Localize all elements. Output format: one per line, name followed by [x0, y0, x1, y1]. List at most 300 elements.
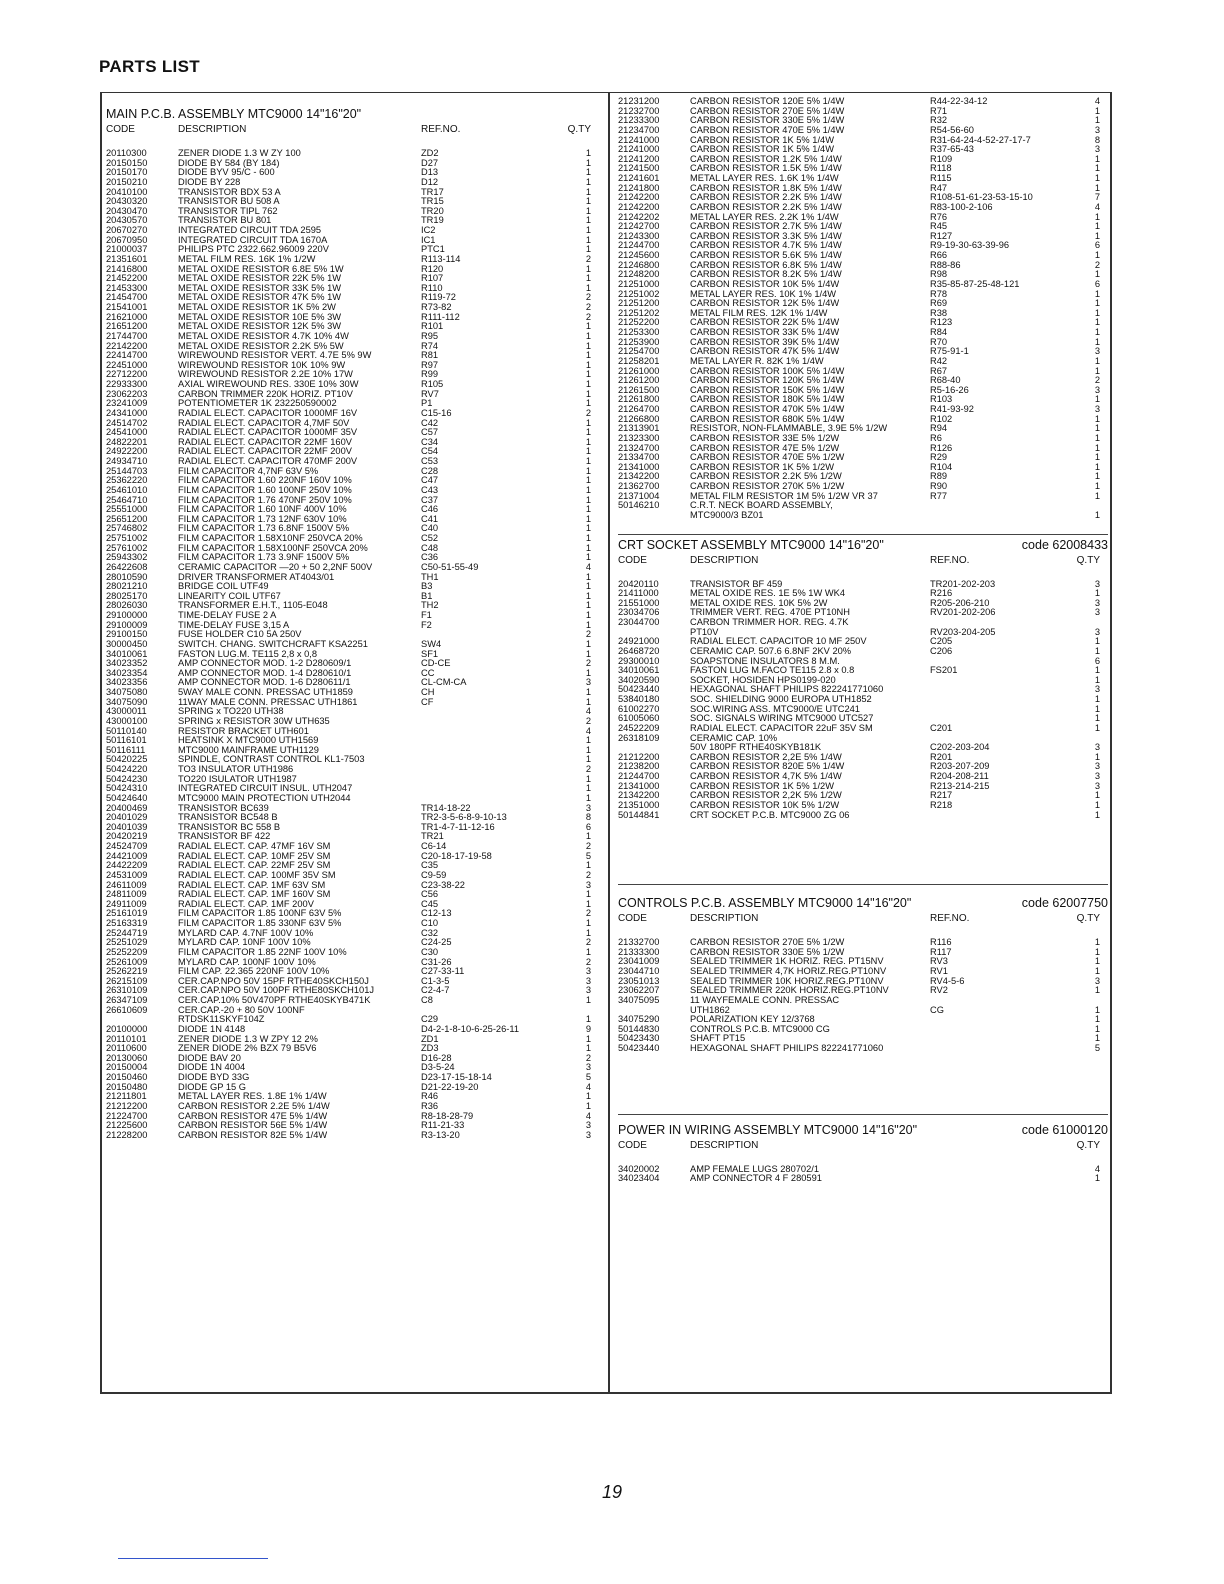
part-code: 50146210: [618, 500, 660, 511]
column-headers: [618, 555, 1108, 568]
part-qty: 1: [585, 446, 591, 457]
part-qty: 2: [585, 937, 591, 948]
part-description: CER.CAP.-20 + 80 50V 100NF: [178, 1004, 305, 1015]
part-code: 34075095: [618, 994, 660, 1005]
part-qty: 1: [585, 687, 591, 697]
part-ref: C24-25: [421, 937, 452, 948]
part-description: FASTON LUG M.FACO TE115 2.8 x 0.8: [690, 665, 855, 676]
part-ref: R205-206-210: [930, 597, 990, 608]
part-ref: R101: [421, 321, 444, 332]
part-qty: 3: [585, 1120, 591, 1131]
part-qty: 1: [585, 581, 591, 592]
part-code: 21342200: [618, 471, 660, 482]
qty-header: Q.TY: [1076, 913, 1100, 925]
part-description: CARBON RESISTOR 820E 5% 1/4W: [690, 761, 845, 772]
part-description: AMP FEMALE LUGS 280702/1: [690, 1163, 820, 1174]
part-description: TRANSISTOR BU 801: [178, 215, 272, 226]
part-qty: 3: [585, 879, 591, 890]
part-description: CARBON RESISTOR 47E 5% 1/4W: [178, 1110, 328, 1121]
part-qty: 2: [585, 253, 591, 264]
column-headers: [618, 1140, 1108, 1153]
part-qty: 1: [585, 754, 591, 765]
part-code: 23044710: [618, 966, 660, 976]
part-description: RADIAL ELECT. CAP. 22MF 25V SM: [178, 860, 331, 871]
part-code: 24531009: [106, 869, 148, 880]
part-row: [618, 511, 1108, 521]
part-description: CARBON TRIMMER 220K HORIZ. PT10V: [178, 388, 353, 399]
part-ref: R89: [930, 471, 948, 482]
part-code: 20130060: [106, 1052, 148, 1063]
part-ref: R32: [930, 115, 948, 126]
part-description: DIODE BY 584 (BY 184): [178, 157, 280, 168]
part-description: INTEGRATED CIRCUIT INSUL. UTH2047: [178, 783, 353, 794]
part-ref: R74: [421, 340, 439, 351]
part-ref: F2: [421, 619, 432, 630]
part-qty: 1: [585, 176, 591, 187]
part-description: CARBON RESISTOR 470K 5% 1/4W: [690, 404, 845, 414]
part-description: METAL LAYER RES. 1.6K 1% 1/4W: [690, 173, 839, 183]
part-ref: R99: [421, 369, 439, 380]
ref-header: REF.NO.: [930, 554, 970, 566]
part-qty: 3: [585, 985, 591, 996]
right-column: [618, 97, 1108, 1184]
part-description: RADIAL ELECT. CAPACITOR 22uF 35V SM: [690, 722, 873, 733]
part-qty: 3: [585, 966, 591, 977]
part-qty: 6: [585, 821, 591, 832]
part-description: PHILIPS PTC 2322.662.96009 220V: [178, 244, 329, 255]
part-ref: D23-17-15-18-14: [421, 1072, 492, 1082]
part-qty: 1: [1094, 966, 1100, 976]
part-qty: 1: [585, 927, 591, 938]
part-code: 21541001: [106, 302, 148, 312]
part-qty: 1: [585, 456, 591, 466]
part-qty: 6: [1094, 278, 1100, 289]
part-qty: 1: [585, 1100, 591, 1111]
part-ref: TH2: [421, 600, 439, 611]
part-code: 21342200: [618, 790, 660, 801]
part-ref: ZD1: [421, 1033, 439, 1044]
part-description: TO220 ISULATOR UTH1987: [178, 773, 297, 784]
part-ref: TR21: [421, 831, 444, 842]
part-ref: R113-114: [421, 253, 461, 264]
qty-header: Q.TY: [567, 124, 591, 135]
part-ref: R217: [930, 790, 953, 801]
part-qty: 1: [585, 898, 591, 909]
part-ref: D27: [421, 157, 439, 168]
part-code: 25262219: [106, 966, 148, 977]
part-code: 21452200: [106, 273, 148, 284]
part-qty: 2: [585, 311, 591, 322]
part-ref: C43: [421, 484, 439, 495]
part-qty: 1: [585, 696, 591, 707]
part-description: CARBON RESISTOR 270E 5% 1/4W: [690, 105, 845, 116]
part-qty: 3: [1094, 597, 1100, 608]
part-qty: 1: [585, 542, 591, 553]
part-qty: 1: [1094, 985, 1100, 996]
part-qty: 1: [585, 167, 591, 178]
part-qty: 1: [1094, 182, 1100, 193]
part-qty: 2: [585, 956, 591, 967]
part-description: CARBON RESISTOR 150K 5% 1/4W: [690, 384, 845, 395]
part-code: 20100000: [106, 1023, 148, 1034]
parts-rows: [106, 149, 596, 1140]
part-ref: C46: [421, 504, 439, 515]
part-ref: R37-65-43: [930, 144, 974, 155]
part-description: CARBON RESISTOR 470E 5% 1/2W: [690, 452, 845, 463]
part-code: 20410100: [106, 186, 148, 197]
part-ref: R69: [930, 298, 948, 309]
part-ref: C8: [421, 995, 433, 1005]
part-description: CARBON RESISTOR 2.7K 5% 1/4W: [690, 221, 842, 232]
part-ref: IC2: [421, 225, 436, 235]
part-code: 26215109: [106, 975, 148, 986]
part-qty: 1: [1094, 490, 1100, 501]
part-code: 20150460: [106, 1072, 148, 1082]
part-code: 21323300: [618, 432, 660, 443]
part-description: FUSE HOLDER C10 5A 250V: [178, 629, 302, 640]
part-description: HEXAGONAL SHAFT PHILIPS 822241771060: [690, 684, 884, 695]
part-qty: 1: [1094, 298, 1100, 309]
part-qty: 1: [1094, 703, 1100, 714]
part-code: 21313901: [618, 423, 660, 434]
part-description: FILM CAPACITOR 1.85 22NF 100V 10%: [178, 946, 347, 957]
part-description: TRANSFORMER E.H.T., 1105-E048: [178, 600, 328, 611]
part-code: 20430570: [106, 215, 148, 226]
ref-header: REF.NO.: [421, 124, 461, 135]
part-code: 61005060: [618, 713, 660, 724]
page-title: PARTS LIST: [99, 57, 200, 76]
part-ref: R77: [930, 490, 948, 501]
part-ref: C2-4-7: [421, 985, 450, 996]
part-code: 50420225: [106, 754, 148, 765]
part-qty: 1: [1094, 163, 1100, 174]
part-description: WIREWOUND RESISTOR 2.2E 10% 17W: [178, 369, 353, 380]
part-ref: R35-85-87-25-48-121: [930, 278, 1020, 289]
part-code: 21241800: [618, 182, 660, 193]
part-description: MYLARD CAP. 100NF 100V 10%: [178, 956, 316, 967]
part-qty: 1: [585, 359, 591, 370]
part-qty: 1: [1094, 1023, 1100, 1034]
part-description: DIODE BAV 20: [178, 1052, 241, 1063]
part-ref: R42: [930, 355, 948, 366]
part-description: ZENER DIODE 1.3 W ZY 100: [178, 148, 301, 158]
part-qty: 1: [1094, 674, 1100, 685]
section-code: code 62007750: [1021, 896, 1108, 911]
part-code: 50424230: [106, 773, 148, 784]
part-description: SOC. SHIELDING 9000 EUROPA UTH1852: [690, 694, 872, 704]
part-qty: 1: [585, 398, 591, 409]
part-ref: RV203-204-205: [930, 626, 996, 637]
part-qty: 3: [1094, 742, 1100, 753]
part-qty: 2: [585, 1052, 591, 1063]
part-ref: TR19: [421, 215, 444, 226]
part-ref: CF: [421, 696, 434, 707]
part-description: DIODE 1N 4148: [178, 1023, 246, 1034]
part-ref: R120: [421, 263, 444, 274]
part-code: 21454700: [106, 292, 148, 303]
part-ref: R127: [930, 230, 953, 241]
part-qty: 1: [1094, 221, 1100, 232]
part-description: MTC9000 MAINFRAME UTH1129: [178, 744, 319, 755]
part-ref: C48: [421, 542, 439, 553]
part-description: METAL FILM RES. 12K 1% 1/4W: [690, 307, 828, 318]
part-description: TRANSISTOR BU 508 A: [178, 196, 280, 207]
part-description: CARBON RESISTOR 6.8K 5% 1/4W: [690, 259, 842, 270]
part-description: FILM CAPACITOR 1.73 3.9NF 1500V 5%: [178, 552, 350, 563]
part-code: 34020002: [618, 1163, 660, 1174]
part-description: FILM CAP. 22.365 220NF 100V 10%: [178, 966, 330, 977]
part-ref: C37: [421, 494, 439, 505]
part-description: RADIAL ELECT. CAP. 1MF 200V: [178, 898, 314, 909]
part-description: 11 WAYFEMALE CONN. PRESSAC: [690, 994, 840, 1005]
part-description: CARBON RESISTOR 470E 5% 1/4W: [690, 124, 845, 135]
part-ref: RV7: [421, 388, 439, 399]
part-code: 43000011: [106, 706, 147, 717]
part-code: 21241200: [618, 153, 660, 164]
part-description: CARBON RESISTOR 10K 5% 1/4W: [690, 278, 840, 289]
part-qty: 1: [585, 638, 591, 649]
part-description: FILM CAPACITOR 1.60 100NF 250V 10%: [178, 484, 352, 495]
part-description: SPRING x RESISTOR 30W UTH635: [178, 715, 330, 726]
part-qty: 8: [585, 812, 591, 823]
part-ref: R105: [421, 379, 444, 389]
part-description: WIREWOUND RESISTOR 10K 10% 9W: [178, 359, 346, 370]
part-description: AMP CONNECTOR MOD. 1-4 D280610/1: [178, 667, 352, 678]
part-description: TRANSISTOR BC548 B: [178, 812, 278, 823]
part-description: LINEARITY COIL UTF67: [178, 590, 281, 601]
part-qty: 1: [585, 504, 591, 515]
part-description: TRANSISTOR TIPL 762: [178, 205, 278, 216]
part-code: 23062203: [106, 388, 148, 399]
part-ref: D21-22-19-20: [421, 1081, 479, 1092]
part-code: 34010061: [106, 648, 148, 659]
part-description: METAL OXIDE RESISTOR 6.8E 5% 1W: [178, 263, 344, 274]
part-code: 34023356: [106, 677, 148, 688]
part-ref: C47: [421, 475, 439, 486]
part-description: AMP CONNECTOR MOD. 1-2 D280609/1: [178, 658, 352, 669]
part-qty: 3: [1094, 780, 1100, 791]
part-code: 25651200: [106, 513, 148, 524]
part-code: 50423440: [618, 684, 660, 695]
part-code: 20150210: [106, 176, 148, 187]
part-code: 24541000: [106, 427, 148, 438]
part-description: METAL OXIDE RESISTOR 33K 5% 1W: [178, 282, 342, 293]
part-ref: C36: [421, 552, 439, 563]
part-description: SEALED TRIMMER 4,7K HORIZ.REG.PT10NV: [690, 966, 887, 976]
part-ref: R111-112: [421, 311, 460, 322]
parts-rows: [618, 97, 1108, 521]
part-ref: R84: [930, 327, 948, 337]
part-description: 11WAY MALE CONN. PRESSAC UTH1861: [178, 696, 358, 707]
part-description: DIODE BYD 33G: [178, 1072, 250, 1082]
part-description: METAL LAYER RES. 10K 1% 1/4W: [690, 288, 837, 299]
part-description: METAL OXIDE RESISTOR 2.2K 5% 5W: [178, 340, 344, 351]
description-header: DESCRIPTION: [690, 554, 759, 566]
part-description: SOC. SIGNALS WIRING MTC9000 UTC527: [690, 713, 874, 724]
main-pcb-continued-section: [618, 97, 1108, 521]
part-qty: 1: [1094, 481, 1100, 491]
part-ref: RV201-202-206: [930, 607, 996, 618]
part-description: METAL FILM RESISTOR 1M 5% 1/2W VR 37: [690, 490, 878, 501]
part-code: 21234700: [618, 124, 660, 135]
part-ref: C32: [421, 927, 439, 938]
part-qty: 6: [1094, 655, 1100, 666]
part-code: 20400469: [106, 802, 148, 813]
part-ref: R68-40: [930, 375, 961, 386]
section-code: code 61000120: [1021, 1122, 1108, 1137]
part-description: RESISTOR BRACKET UTH601: [178, 725, 309, 736]
part-code: 26310109: [106, 985, 148, 996]
part-qty: 1: [585, 667, 591, 678]
part-description: WIREWOUND RESISTOR VERT. 4.7E 5% 9W: [178, 350, 372, 361]
part-row: [618, 1174, 1108, 1184]
part-ref: R36: [421, 1100, 439, 1111]
part-qty: 1: [1094, 269, 1100, 280]
part-ref: R75-91-1: [930, 346, 969, 357]
part-code: 34075080: [106, 687, 148, 697]
part-qty: 1: [585, 369, 591, 380]
parts-rows: [618, 1165, 1108, 1184]
part-ref: R117: [930, 946, 952, 957]
part-ref: RV2: [930, 985, 948, 996]
part-ref: C35: [421, 860, 439, 871]
part-ref: C201: [930, 722, 953, 733]
part-description: CARBON RESISTOR 47K 5% 1/4W: [690, 346, 840, 357]
part-qty: 1: [585, 436, 591, 447]
part-ref: R119-72: [421, 292, 456, 303]
part-qty: 1: [585, 234, 591, 245]
part-qty: 1: [1094, 211, 1100, 222]
part-code: 61002270: [618, 703, 660, 714]
part-qty: 2: [585, 302, 591, 312]
part-code: 34075090: [106, 696, 148, 707]
part-ref: D16-28: [421, 1052, 452, 1063]
part-code: 20420219: [106, 831, 148, 842]
part-qty: 1: [585, 157, 591, 168]
part-ref: C42: [421, 417, 439, 428]
part-code: 20670270: [106, 225, 148, 235]
part-code: 25163319: [106, 918, 148, 928]
part-code: 25252209: [106, 946, 148, 957]
part-ref: TH1: [421, 571, 439, 582]
part-code: 50110140: [106, 725, 147, 736]
part-ref: R103: [930, 394, 953, 405]
power-in-section: [618, 1123, 1108, 1184]
section-rule: [618, 884, 1108, 885]
part-qty: 3: [585, 1129, 591, 1140]
part-code: 21253900: [618, 336, 660, 347]
part-code: 25362220: [106, 475, 148, 486]
parts-rows: [618, 938, 1108, 1054]
part-ref: C54: [421, 446, 439, 457]
part-ref: R213-214-215: [930, 780, 990, 791]
part-ref: R218: [930, 799, 953, 810]
section-title: CONTROLS P.C.B. ASSEMBLY MTC9000 14"16"20": [618, 896, 912, 911]
part-code: 21242700: [618, 221, 660, 232]
part-qty: 3: [1094, 124, 1100, 135]
part-code: 21651200: [106, 321, 148, 332]
part-code: 20150004: [106, 1062, 148, 1073]
part-description: SHAFT PT15: [690, 1033, 746, 1044]
part-qty: 1: [1094, 790, 1100, 801]
part-qty: 1: [1094, 365, 1100, 376]
part-code: 21232700: [618, 105, 660, 116]
part-description: PT10V: [690, 626, 719, 637]
description-header: DESCRIPTION: [690, 1139, 759, 1151]
part-qty: 1: [585, 523, 591, 534]
part-description: CARBON RESISTOR 3.3K 5% 1/4W: [690, 230, 842, 241]
part-ref: D12: [421, 176, 439, 187]
part-code: 24341000: [106, 407, 148, 418]
part-description: CARBON RESISTOR 1.8K 5% 1/4W: [690, 182, 842, 193]
part-code: 50423430: [618, 1033, 660, 1044]
part-code: 29300010: [618, 655, 660, 666]
part-qty: 2: [585, 908, 591, 919]
part-code: 21251202: [618, 307, 660, 318]
part-qty: 1: [585, 783, 591, 794]
part-ref: C56: [421, 889, 439, 900]
part-description: RADIAL ELECT. CAP. 1MF 160V SM: [178, 889, 331, 900]
part-ref: C31-26: [421, 956, 452, 967]
part-description: DIODE BY 228: [178, 176, 241, 187]
part-ref: IC1: [421, 234, 436, 245]
part-ref: R11-21-33: [421, 1120, 465, 1131]
part-description: ZENER DIODE 2% BZX 79 B5V6: [178, 1043, 317, 1054]
part-qty: 1: [585, 600, 591, 611]
part-ref: R47: [930, 182, 948, 193]
part-description: POLARIZATION KEY 12/3768: [690, 1014, 815, 1025]
part-description: 50V 180PF RTHE40SKYB181K: [690, 742, 822, 753]
part-code: 21244700: [618, 771, 660, 781]
part-ref: R108-51-61-23-53-15-10: [930, 192, 1033, 203]
part-ref: TR1-4-7-11-12-16: [421, 821, 495, 832]
part-description: SEALED TRIMMER 10K HORIZ.REG.PT10NV: [690, 975, 884, 986]
part-code: 23044700: [618, 617, 660, 627]
part-code: 28025170: [106, 590, 148, 601]
part-description: CARBON RESISTOR 680K 5% 1/4W: [690, 413, 845, 424]
part-description: METAL LAYER R. 82K 1% 1/4W: [690, 355, 824, 366]
part-ref: C10: [421, 918, 439, 928]
part-code: 21242200: [618, 192, 660, 203]
part-ref: TR20: [421, 205, 444, 216]
part-code: 29100000: [106, 610, 148, 620]
part-description: SPRING x TO220 UTH38: [178, 706, 284, 717]
part-qty: 4: [585, 561, 591, 572]
part-description: METAL OXIDE RESISTOR 4.7K 10% 4W: [178, 330, 349, 341]
part-ref: R203-207-209: [930, 761, 990, 772]
part-ref: F1: [421, 610, 432, 620]
part-code: 24811009: [106, 889, 147, 900]
part-qty: 1: [1094, 509, 1100, 520]
part-ref: R110: [421, 282, 443, 293]
part-code: 20150150: [106, 157, 148, 168]
part-row: [106, 1131, 596, 1141]
part-code: 20430470: [106, 205, 148, 216]
part-qty: 1: [1094, 230, 1100, 241]
part-qty: 1: [585, 995, 591, 1005]
part-code: 21261500: [618, 384, 660, 395]
part-ref: TR14-18-22: [421, 802, 471, 813]
part-description: HEATSINK X MTC9000 UTH1569: [178, 735, 319, 746]
part-ref: C57: [421, 427, 439, 438]
part-qty: 1: [585, 273, 591, 284]
part-code: 26347109: [106, 995, 148, 1005]
code-header: CODE: [618, 554, 647, 566]
part-ref: R123: [930, 317, 953, 328]
part-ref: R216: [930, 588, 953, 599]
part-description: CARBON RESISTOR 2.2K 5% 1/4W: [690, 192, 842, 203]
part-qty: 1: [585, 792, 591, 803]
